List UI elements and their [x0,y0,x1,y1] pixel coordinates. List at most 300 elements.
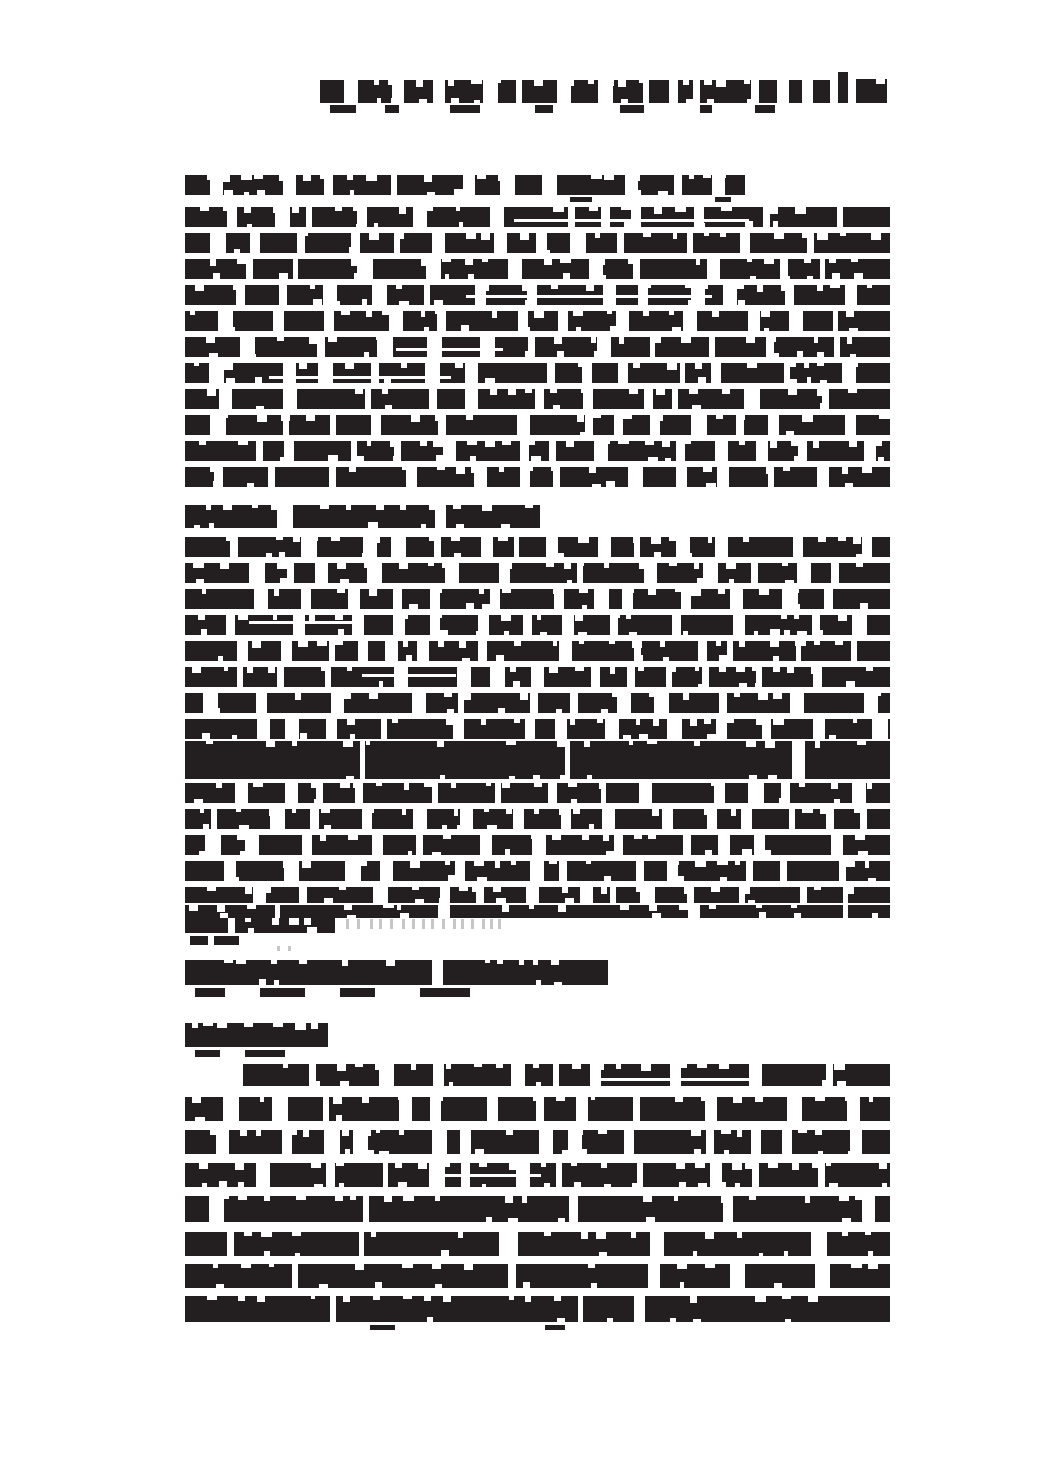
edge-notch [399,301,409,307]
text-fragment [700,105,712,113]
bold-word-block [745,1264,815,1288]
edge-notch [247,224,251,230]
edge-notch [556,1097,564,1101]
edge-notch [441,1250,449,1256]
word-gap [643,80,649,103]
edge-notch [577,1149,586,1155]
paragraph-line [185,233,890,253]
edge-notch [236,960,246,964]
edge-notch [745,221,753,227]
edge-notch [237,259,246,264]
text-fragment [570,197,592,202]
edge-notch [432,1130,436,1133]
edge-notch [702,285,708,289]
edge-notch [448,80,455,86]
word-gap [751,1130,761,1154]
word-gap [380,861,393,881]
edge-notch [201,629,206,635]
text-fragment [755,105,775,113]
edge-notch [509,1296,513,1300]
edge-notch [734,693,740,697]
edge-notch [244,207,250,213]
edge-notch [703,175,711,178]
edge-notch [842,1218,851,1224]
trailing-word-fragments [185,936,305,945]
edge-notch [337,563,346,569]
edge-notch [343,1296,350,1302]
edge-notch [630,175,639,181]
edge-notch [501,191,510,197]
bold-word-block [516,1264,648,1288]
edge-notch [591,337,596,343]
word-gap [301,589,312,609]
edge-notch [373,1296,380,1300]
edge-notch [248,928,254,934]
edge-notch [653,719,659,726]
edge-notch [739,441,745,445]
edge-notch [719,667,726,672]
edge-notch [198,615,205,620]
edge-notch [200,207,209,211]
faint-mark [498,919,501,929]
edge-notch [192,1097,201,1103]
edge-notch [866,667,874,671]
edge-notch [533,960,538,965]
edge-notch [273,615,277,620]
edge-notch [502,905,510,912]
edge-notch [525,389,532,393]
edge-notch [794,913,801,919]
edge-notch [773,221,778,227]
edge-notch [848,389,857,393]
edge-notch [814,641,821,645]
edge-notch [271,505,277,510]
edge-notch [845,483,853,489]
text-fragment [340,988,375,997]
edge-notch [265,719,269,725]
subheading-descender-echo [185,988,485,997]
edge-notch [257,589,264,596]
edge-notch [735,861,740,865]
edge-notch [320,363,329,368]
word-gap [717,467,729,487]
edge-notch [554,337,562,344]
edge-notch [646,285,651,288]
edge-notch [756,905,762,908]
word-gap [457,667,470,687]
edge-notch [228,327,236,333]
edge-notch [597,719,603,723]
edge-notch [279,273,288,279]
edge-notch [842,467,848,474]
edge-notch [685,285,691,288]
edge-notch [434,300,443,306]
edge-notch [240,1130,247,1136]
edge-notch [505,1196,513,1203]
edge-notch [496,655,504,661]
edge-notch [256,1130,261,1136]
edge-notch [486,1217,492,1223]
edge-notch [209,523,214,529]
edge-notch [592,484,601,490]
edge-notch [755,1296,766,1302]
edge-notch [636,719,640,725]
edge-notch [223,207,228,211]
edge-notch [368,522,377,528]
edge-notch [562,887,568,893]
edge-notch [442,563,452,568]
edge-notch [506,741,516,745]
edge-notch [632,1183,640,1189]
edge-notch [807,276,814,282]
edge-notch [451,537,459,541]
edge-notch [705,850,712,856]
word-gap [223,1097,239,1121]
word-gap [718,835,730,855]
text-fragment [450,105,480,113]
edge-notch [313,299,322,305]
edge-notch [745,1163,755,1169]
text-fragment [330,105,356,113]
word-gap [517,415,530,435]
edge-notch [493,887,501,892]
edge-notch [606,851,615,857]
faint-mark [277,946,280,951]
edge-notch [599,783,603,789]
edge-notch [440,630,448,636]
edge-notch [689,389,697,394]
edge-notch [216,783,222,788]
edge-notch [629,589,635,593]
edge-notch [769,415,775,420]
edge-notch [339,887,346,890]
edge-notch [519,960,524,965]
edge-notch [553,405,560,411]
dense-solid-line [185,1196,890,1222]
word-gap [576,1097,588,1121]
edge-notch [834,1064,845,1070]
word-gap [249,563,265,583]
paragraph-line [185,285,890,305]
edge-notch [456,524,465,530]
word-gap [777,80,789,103]
edge-notch [875,441,882,446]
bold-word-block [827,1232,890,1256]
edge-notch [513,681,520,687]
word-gap [644,563,657,583]
word-gap [616,311,629,331]
word-gap [525,719,534,739]
edge-notch [437,741,444,747]
edge-notch [571,799,578,805]
word-gap [633,1097,640,1121]
edge-notch [508,1218,518,1224]
edge-notch [698,223,704,229]
edge-notch [351,259,359,266]
edge-notch [675,876,685,882]
edge-notch [193,563,203,568]
edge-notch [445,861,450,865]
edge-notch [511,861,516,865]
word-gap [872,719,888,739]
edge-notch [360,861,366,866]
edge-notch [694,741,699,746]
edge-notch [435,311,440,314]
edge-notch [643,311,649,316]
text-fragment [535,105,553,113]
edge-notch [409,604,418,610]
word-gap [494,233,507,253]
edge-notch [537,615,541,620]
word-gap [749,1064,762,1086]
word-gap [460,1130,471,1154]
edge-notch [194,363,200,366]
edge-notch [563,273,569,279]
edge-notch [646,1217,655,1223]
edge-notch [206,505,211,510]
edge-notch [274,980,279,986]
word-gap [372,285,387,305]
edge-notch [711,887,720,892]
edge-notch [245,337,253,343]
edge-notch [217,1023,227,1028]
edge-notch [797,351,804,357]
edge-notch [691,415,700,419]
edge-notch [716,80,726,87]
edge-notch [350,190,354,196]
word-gap [631,207,641,227]
edge-notch [348,835,359,840]
edge-notch [621,207,631,210]
edge-notch [429,505,436,510]
edge-notch [484,285,489,291]
edge-notch [591,415,601,418]
edge-notch [286,1130,297,1135]
edge-notch [635,655,643,661]
edge-notch [879,415,890,419]
edge-notch [842,1232,847,1236]
paragraph-line [185,783,890,803]
edge-notch [440,1163,450,1167]
edge-notch [482,604,492,610]
edge-notch [314,1184,324,1190]
edge-notch [764,259,774,264]
edge-notch [849,441,857,447]
edge-notch [345,363,355,369]
edge-notch [826,1163,831,1166]
edge-notch [349,247,357,253]
edge-notch [822,1080,830,1086]
edge-notch [587,775,592,781]
edge-notch [375,1282,381,1288]
bold-word-block [185,1296,330,1322]
edge-notch [340,579,349,585]
edge-notch [676,467,684,471]
edge-notch [437,615,442,618]
edge-notch [792,589,799,593]
edge-notch [495,861,501,868]
edge-notch [245,887,252,894]
edge-notch [556,553,564,559]
edge-notch [311,1023,319,1029]
edge-notch [485,441,496,447]
word-gap [831,563,839,583]
edge-notch [391,98,397,104]
edge-notch [496,898,506,904]
word-gap [348,589,360,609]
edge-notch [668,667,676,672]
text-fragment [420,988,470,997]
edge-notch [759,589,768,595]
word-gap [542,175,556,195]
edge-notch [455,363,463,368]
edge-notch [838,615,846,621]
edge-notch [544,1183,550,1189]
edge-notch [675,1097,683,1102]
edge-notch [496,1064,503,1068]
bold-word-block [234,1232,359,1256]
edge-notch [444,693,451,697]
edge-notch [498,175,507,181]
word-gap [787,1097,802,1121]
edge-notch [747,259,752,262]
word-gap [391,175,397,195]
edge-notch [669,537,677,541]
word-gap [438,905,450,918]
edge-notch [705,1232,714,1239]
edge-notch [719,441,724,447]
edge-notch [477,175,486,179]
word-gap [463,175,475,195]
faint-mark [357,919,360,929]
edge-notch [876,693,882,696]
word-gap [547,363,555,383]
word-gap [417,641,430,661]
edge-notch [673,233,677,239]
edge-notch [350,734,356,740]
edge-notch [385,405,391,411]
scan-dropout-slit [362,674,456,677]
edge-notch [715,1163,722,1169]
edge-notch [774,233,784,239]
edge-notch [525,1296,531,1302]
edge-notch [769,337,776,342]
word-gap [820,259,825,279]
edge-notch [502,441,511,445]
edge-notch [238,1296,245,1301]
edge-notch [448,875,457,881]
edge-notch [427,1317,433,1323]
edge-notch [274,589,279,596]
edge-notch [379,1151,388,1157]
edge-notch [474,861,484,866]
edge-notch [568,783,577,787]
word-gap [235,783,247,803]
edge-notch [571,1163,577,1166]
word-gap [416,835,423,855]
word-gap [727,641,732,661]
edge-notch [805,1196,810,1203]
word-gap [763,207,770,227]
edge-notch [376,505,383,510]
edge-notch [310,285,315,289]
edge-notch [578,563,585,566]
edge-notch [746,741,756,747]
edge-notch [802,809,813,813]
edge-notch [689,175,694,179]
edge-notch [536,980,542,986]
edge-notch [817,233,828,240]
faint-mark [431,919,434,929]
edge-notch [716,415,723,419]
edge-notch [688,300,696,306]
edge-notch [578,363,587,367]
edge-notch [213,1264,218,1268]
edge-notch [795,641,805,646]
edge-notch [633,537,639,543]
edge-notch [711,783,716,786]
edge-notch [321,667,325,671]
edge-notch [553,641,557,646]
edge-notch [501,563,512,569]
word-gap [228,918,235,933]
edge-notch [536,1082,541,1088]
text-fragment [190,936,208,945]
edge-notch [761,311,770,317]
edge-notch [786,431,793,437]
edge-notch [747,363,757,368]
edge-notch [591,1283,597,1289]
edge-notch [639,734,649,740]
edge-notch [534,783,542,787]
edge-notch [846,311,854,317]
edge-notch [817,352,824,358]
edge-notch [355,389,363,394]
edge-notch [729,579,735,585]
edge-notch [224,667,229,671]
faint-mark [412,919,415,929]
edge-notch [253,783,264,787]
edge-notch [669,311,674,315]
edge-notch [825,603,832,609]
edge-notch [753,783,758,789]
edge-notch [335,1196,343,1201]
edge-notch [195,285,204,291]
edge-notch [240,851,250,857]
text-fragment [195,1050,220,1057]
edge-notch [672,861,680,865]
edge-notch [411,1064,416,1070]
edge-notch [257,415,266,422]
edge-notch [683,631,687,637]
edge-notch [654,552,661,558]
edge-notch [244,1232,252,1236]
edge-notch [192,667,201,673]
edge-notch [621,99,629,105]
word-gap [465,363,478,383]
faint-mark [402,919,405,929]
edge-notch [759,1253,763,1259]
edge-notch [629,389,638,394]
edge-notch [719,709,727,715]
word-gap [556,1163,562,1187]
word-gap [268,467,275,487]
edge-notch [794,615,798,619]
edge-notch [226,537,233,541]
text-fragment [370,1325,395,1330]
edge-notch [506,809,512,814]
edge-notch [663,657,669,663]
